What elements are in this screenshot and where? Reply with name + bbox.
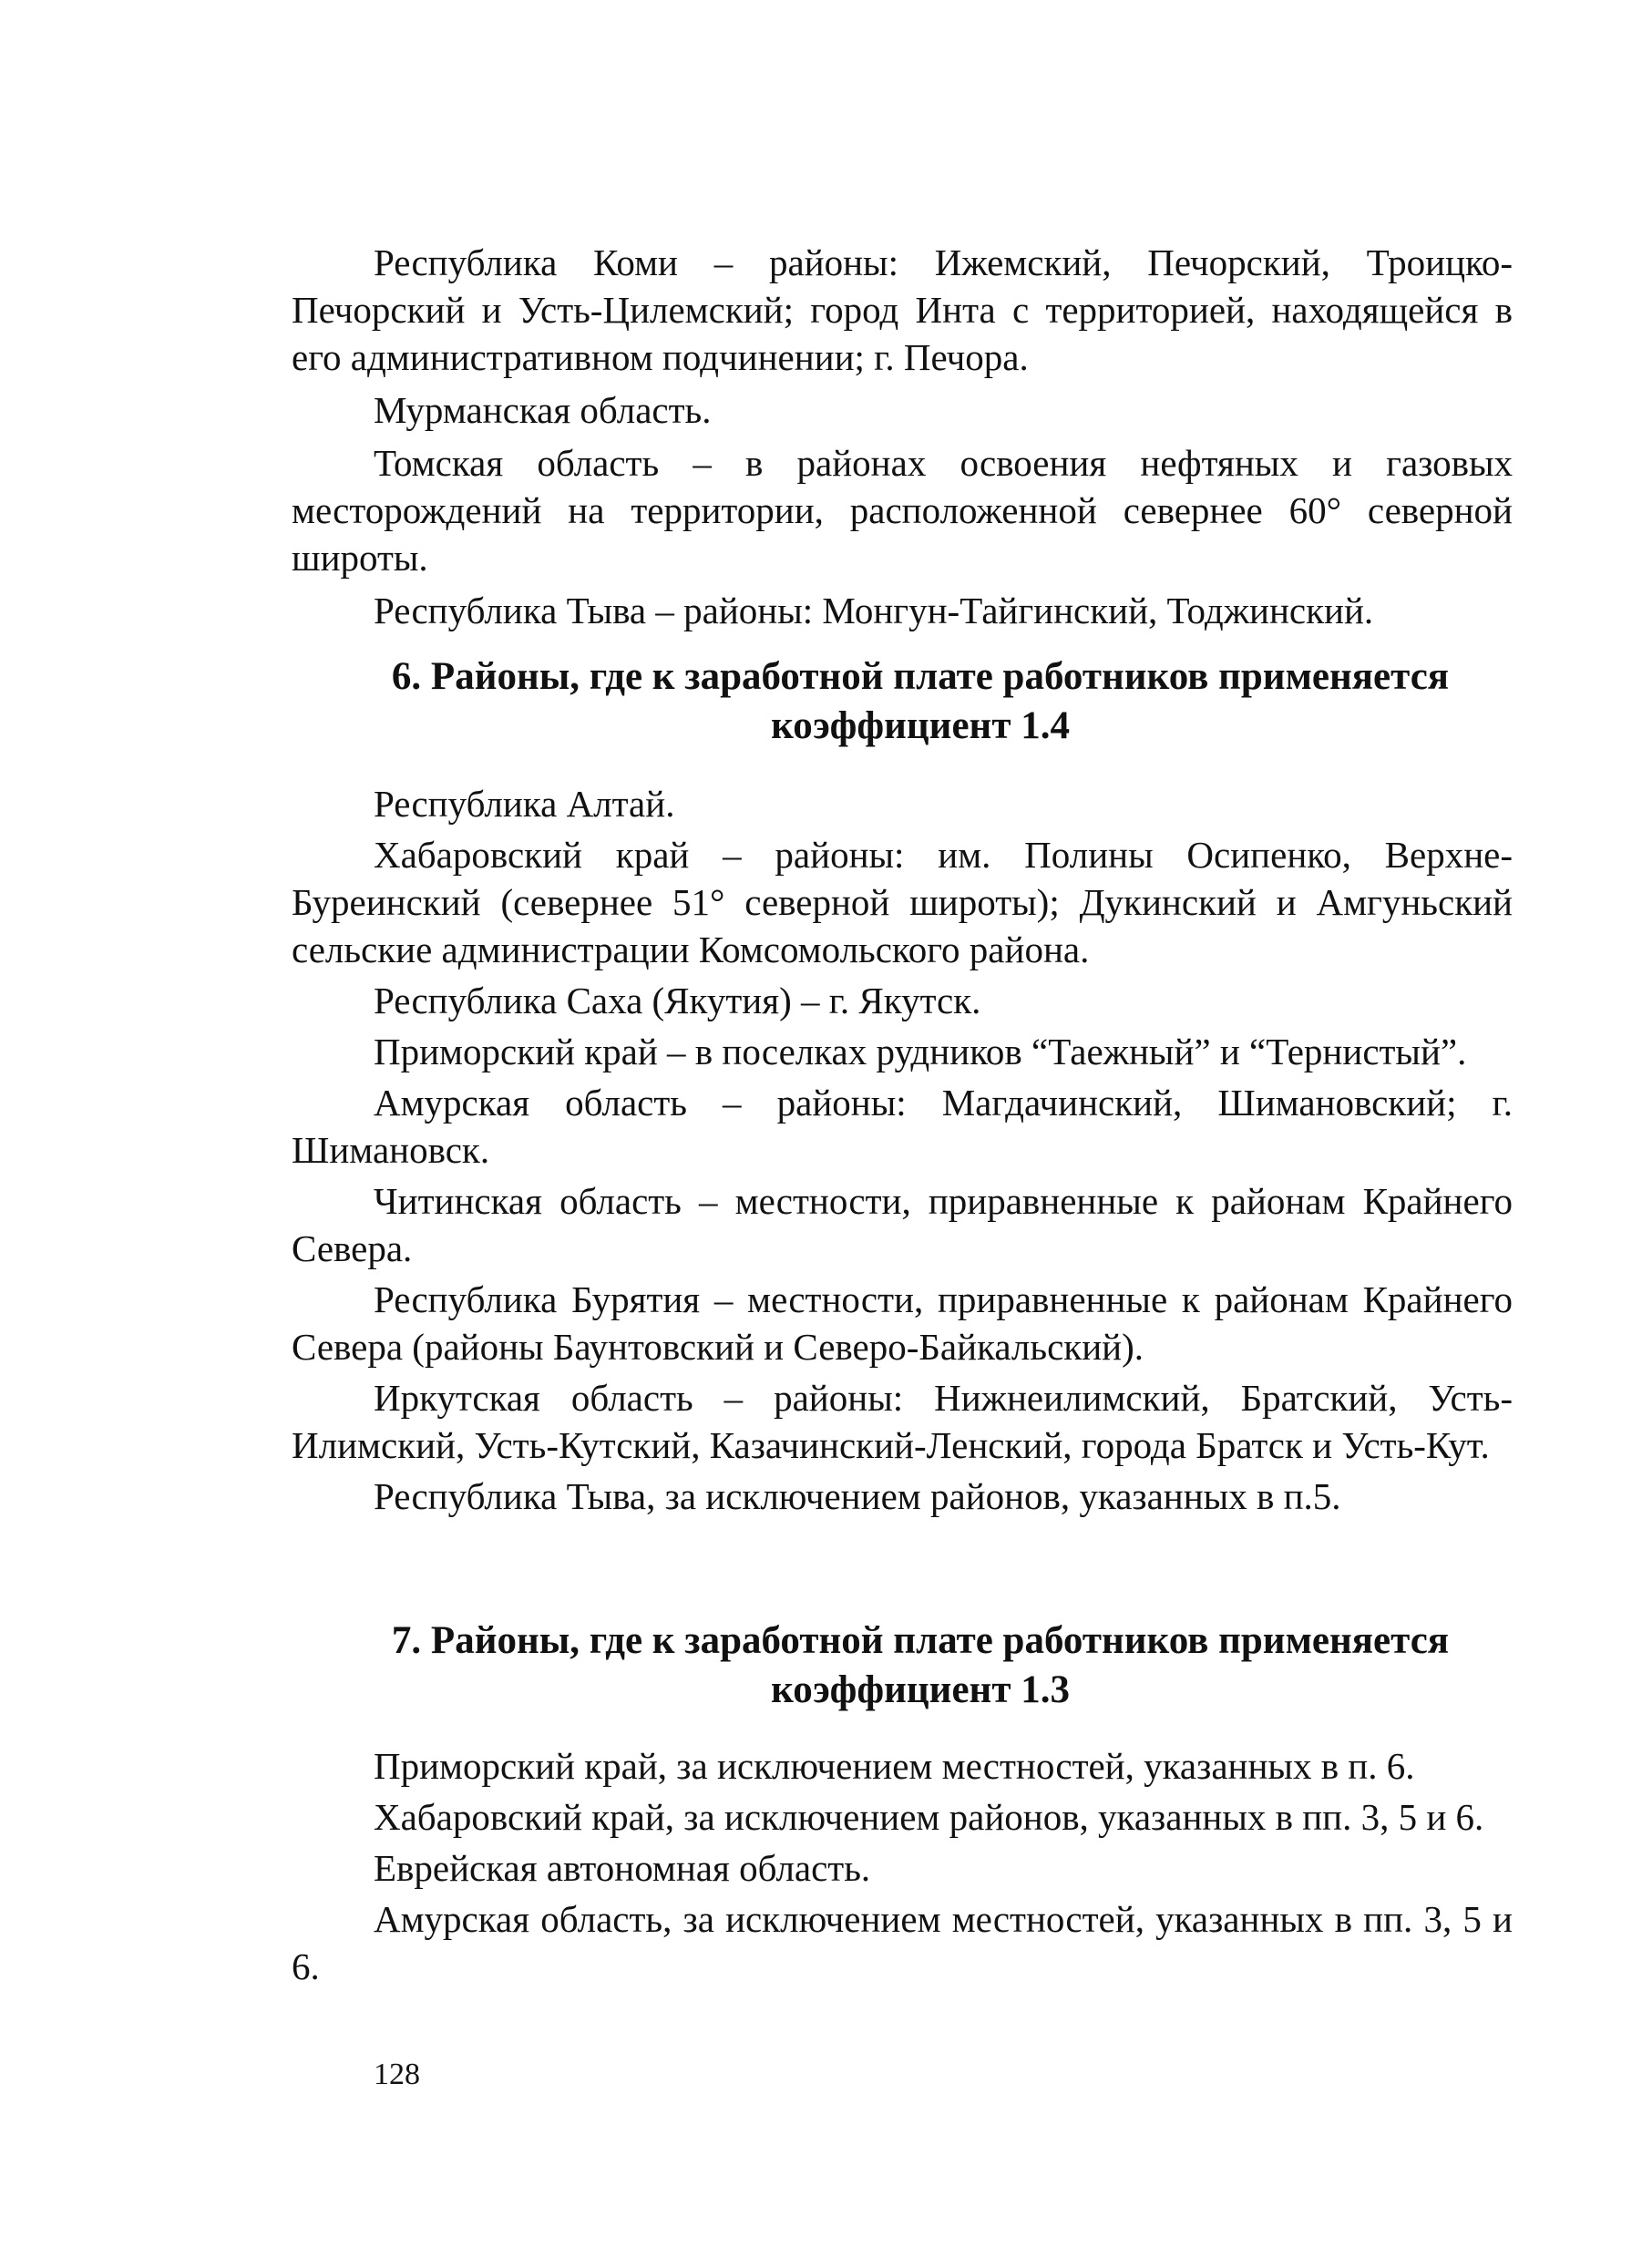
section6-item: Республика Бурятия – местности, приравненные к районам Крайнего Севера (районы Баунтовский и Северо-Байкальский). [292, 1278, 1513, 1368]
section6-heading [292, 652, 1513, 751]
section6-list [292, 780, 1513, 1524]
section6-item: Республика Алтай. [374, 783, 675, 825]
section6-item: Приморский край – в поселках рудников “Таежный” и “Тернистый”. [374, 1031, 1467, 1072]
section6-item: Республика Тыва, за исключением районов, указанных в п.5. [374, 1475, 1341, 1517]
paragraph-tyva: Республика Тыва – районы: Монгун-Тайгинский, Тоджинский. [374, 590, 1374, 631]
section6-item: Амурская область – районы: Магдачинский, Шимановский; г. Шимановск. [292, 1082, 1513, 1171]
section6-item: Хабаровский край – районы: им. Полины Осипенко, Верхне-Буреинский (севернее 51° северной широты); Дукинский и Амгуньский сельские администрации Комсомольского района. [292, 834, 1513, 970]
section7-heading [292, 1616, 1513, 1715]
section7-item: Амурская область, за исключением местностей, указанных в пп. 3, 5 и 6. [292, 1898, 1513, 1987]
section6-item: Читинская область – местности, приравненные к районам Крайнего Севера. [292, 1180, 1513, 1269]
section7-list [292, 1742, 1513, 1994]
section6-item: Иркутская область – районы: Нижнеилимский, Братский, Усть-Илимский, Усть-Кутский, Казачинский-Ленский, города Братск и Усть-Кут. [292, 1377, 1513, 1466]
section5-continuation [292, 239, 1513, 640]
section7-item: Еврейская автономная область. [374, 1847, 871, 1889]
section6-item: Республика Саха (Якутия) – г. Якутск. [374, 980, 981, 1021]
section6-heading-line2: коэффициент 1.4 [771, 704, 1070, 747]
section7-item: Приморский край, за исключением местностей, указанных в п. 6. [374, 1745, 1415, 1787]
paragraph-tomsk: Томская область – в районах освоения нефтяных и газовых месторождений на территории, расположенной севернее 60° северной широты. [292, 442, 1513, 579]
section7-item: Хабаровский край, за исключением районов, указанных в пп. 3, 5 и 6. [374, 1796, 1484, 1838]
page-number: 128 [374, 2058, 420, 2091]
paragraph-murmansk: Мурманская область. [374, 389, 712, 431]
paragraph-komi: Республика Коми – районы: Ижемский, Печорский, Троицко-Печорский и Усть-Цилемский; город Инта с территорией, находящейся в его административном подчинении; г. Печора. [292, 241, 1513, 378]
section7-heading-line1: 7. Районы, где к заработной плате работников применяется [391, 1619, 1450, 1662]
section6-heading-line1: 6. Районы, где к заработной плате работников применяется [391, 655, 1450, 698]
section7-heading-line2: коэффициент 1.3 [771, 1668, 1070, 1711]
